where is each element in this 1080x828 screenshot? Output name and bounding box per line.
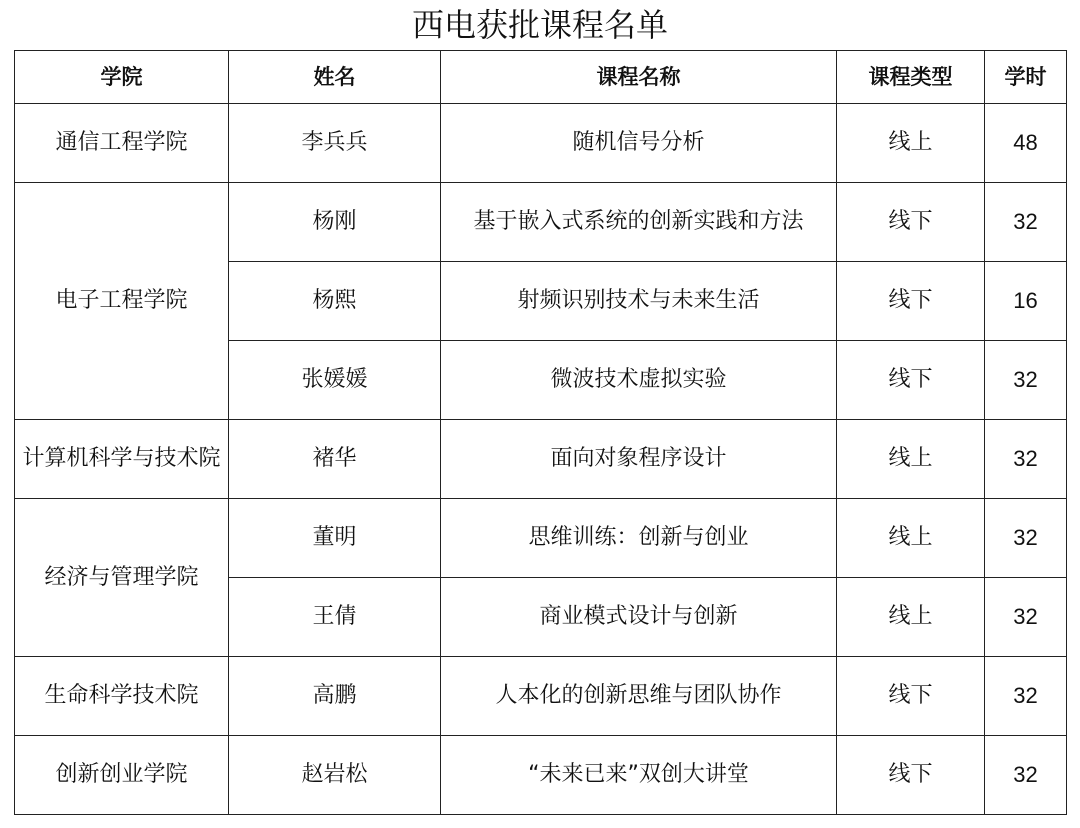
hours-cell: 32 [985, 657, 1067, 736]
name-cell: 高鹏 [229, 657, 441, 736]
course-cell: 人本化的创新思维与团队协作 [441, 657, 837, 736]
name-cell: 李兵兵 [229, 104, 441, 183]
college-cell: 通信工程学院 [15, 104, 229, 183]
type-cell: 线下 [837, 341, 985, 420]
name-cell: 董明 [229, 499, 441, 578]
name-cell: 褚华 [229, 420, 441, 499]
type-cell: 线下 [837, 183, 985, 262]
hours-cell: 32 [985, 736, 1067, 815]
college-cell: 创新创业学院 [15, 736, 229, 815]
course-cell: 基于嵌入式系统的创新实践和方法 [441, 183, 837, 262]
course-cell: 微波技术虚拟实验 [441, 341, 837, 420]
type-cell: 线上 [837, 499, 985, 578]
hours-cell: 32 [985, 578, 1067, 657]
course-cell: “未来已来”双创大讲堂 [441, 736, 837, 815]
hours-cell: 32 [985, 183, 1067, 262]
table-body [15, 104, 1067, 815]
college-cell: 经济与管理学院 [15, 499, 229, 657]
course-cell: 随机信号分析 [441, 104, 837, 183]
course-cell: 商业模式设计与创新 [441, 578, 837, 657]
table-row [15, 736, 1067, 815]
college-cell: 电子工程学院 [15, 183, 229, 420]
header-hours: 学时 [985, 51, 1067, 104]
table-row [15, 499, 1067, 578]
name-cell: 张媛媛 [229, 341, 441, 420]
name-cell: 杨熙 [229, 262, 441, 341]
table-row [15, 104, 1067, 183]
college-cell: 计算机科学与技术院 [15, 420, 229, 499]
hours-cell: 32 [985, 499, 1067, 578]
type-cell: 线上 [837, 578, 985, 657]
course-cell: 思维训练：创新与创业 [441, 499, 837, 578]
type-cell: 线上 [837, 420, 985, 499]
course-cell: 面向对象程序设计 [441, 420, 837, 499]
type-cell: 线上 [837, 104, 985, 183]
course-cell: 射频识别技术与未来生活 [441, 262, 837, 341]
college-cell: 生命科学技术院 [15, 657, 229, 736]
hours-cell: 48 [985, 104, 1067, 183]
header-college: 学院 [15, 51, 229, 104]
name-cell: 王倩 [229, 578, 441, 657]
hours-cell: 32 [985, 341, 1067, 420]
table-row [15, 657, 1067, 736]
header-type: 课程类型 [837, 51, 985, 104]
type-cell: 线下 [837, 262, 985, 341]
hours-cell: 32 [985, 420, 1067, 499]
name-cell: 杨刚 [229, 183, 441, 262]
type-cell: 线下 [837, 657, 985, 736]
hours-cell: 16 [985, 262, 1067, 341]
course-table [14, 50, 1067, 815]
table-row [15, 420, 1067, 499]
header-name: 姓名 [229, 51, 441, 104]
header-course: 课程名称 [441, 51, 837, 104]
table-row [15, 183, 1067, 262]
type-cell: 线下 [837, 736, 985, 815]
name-cell: 赵岩松 [229, 736, 441, 815]
header-row [15, 51, 1067, 104]
page-title: 西电获批课程名单 [411, 6, 668, 44]
